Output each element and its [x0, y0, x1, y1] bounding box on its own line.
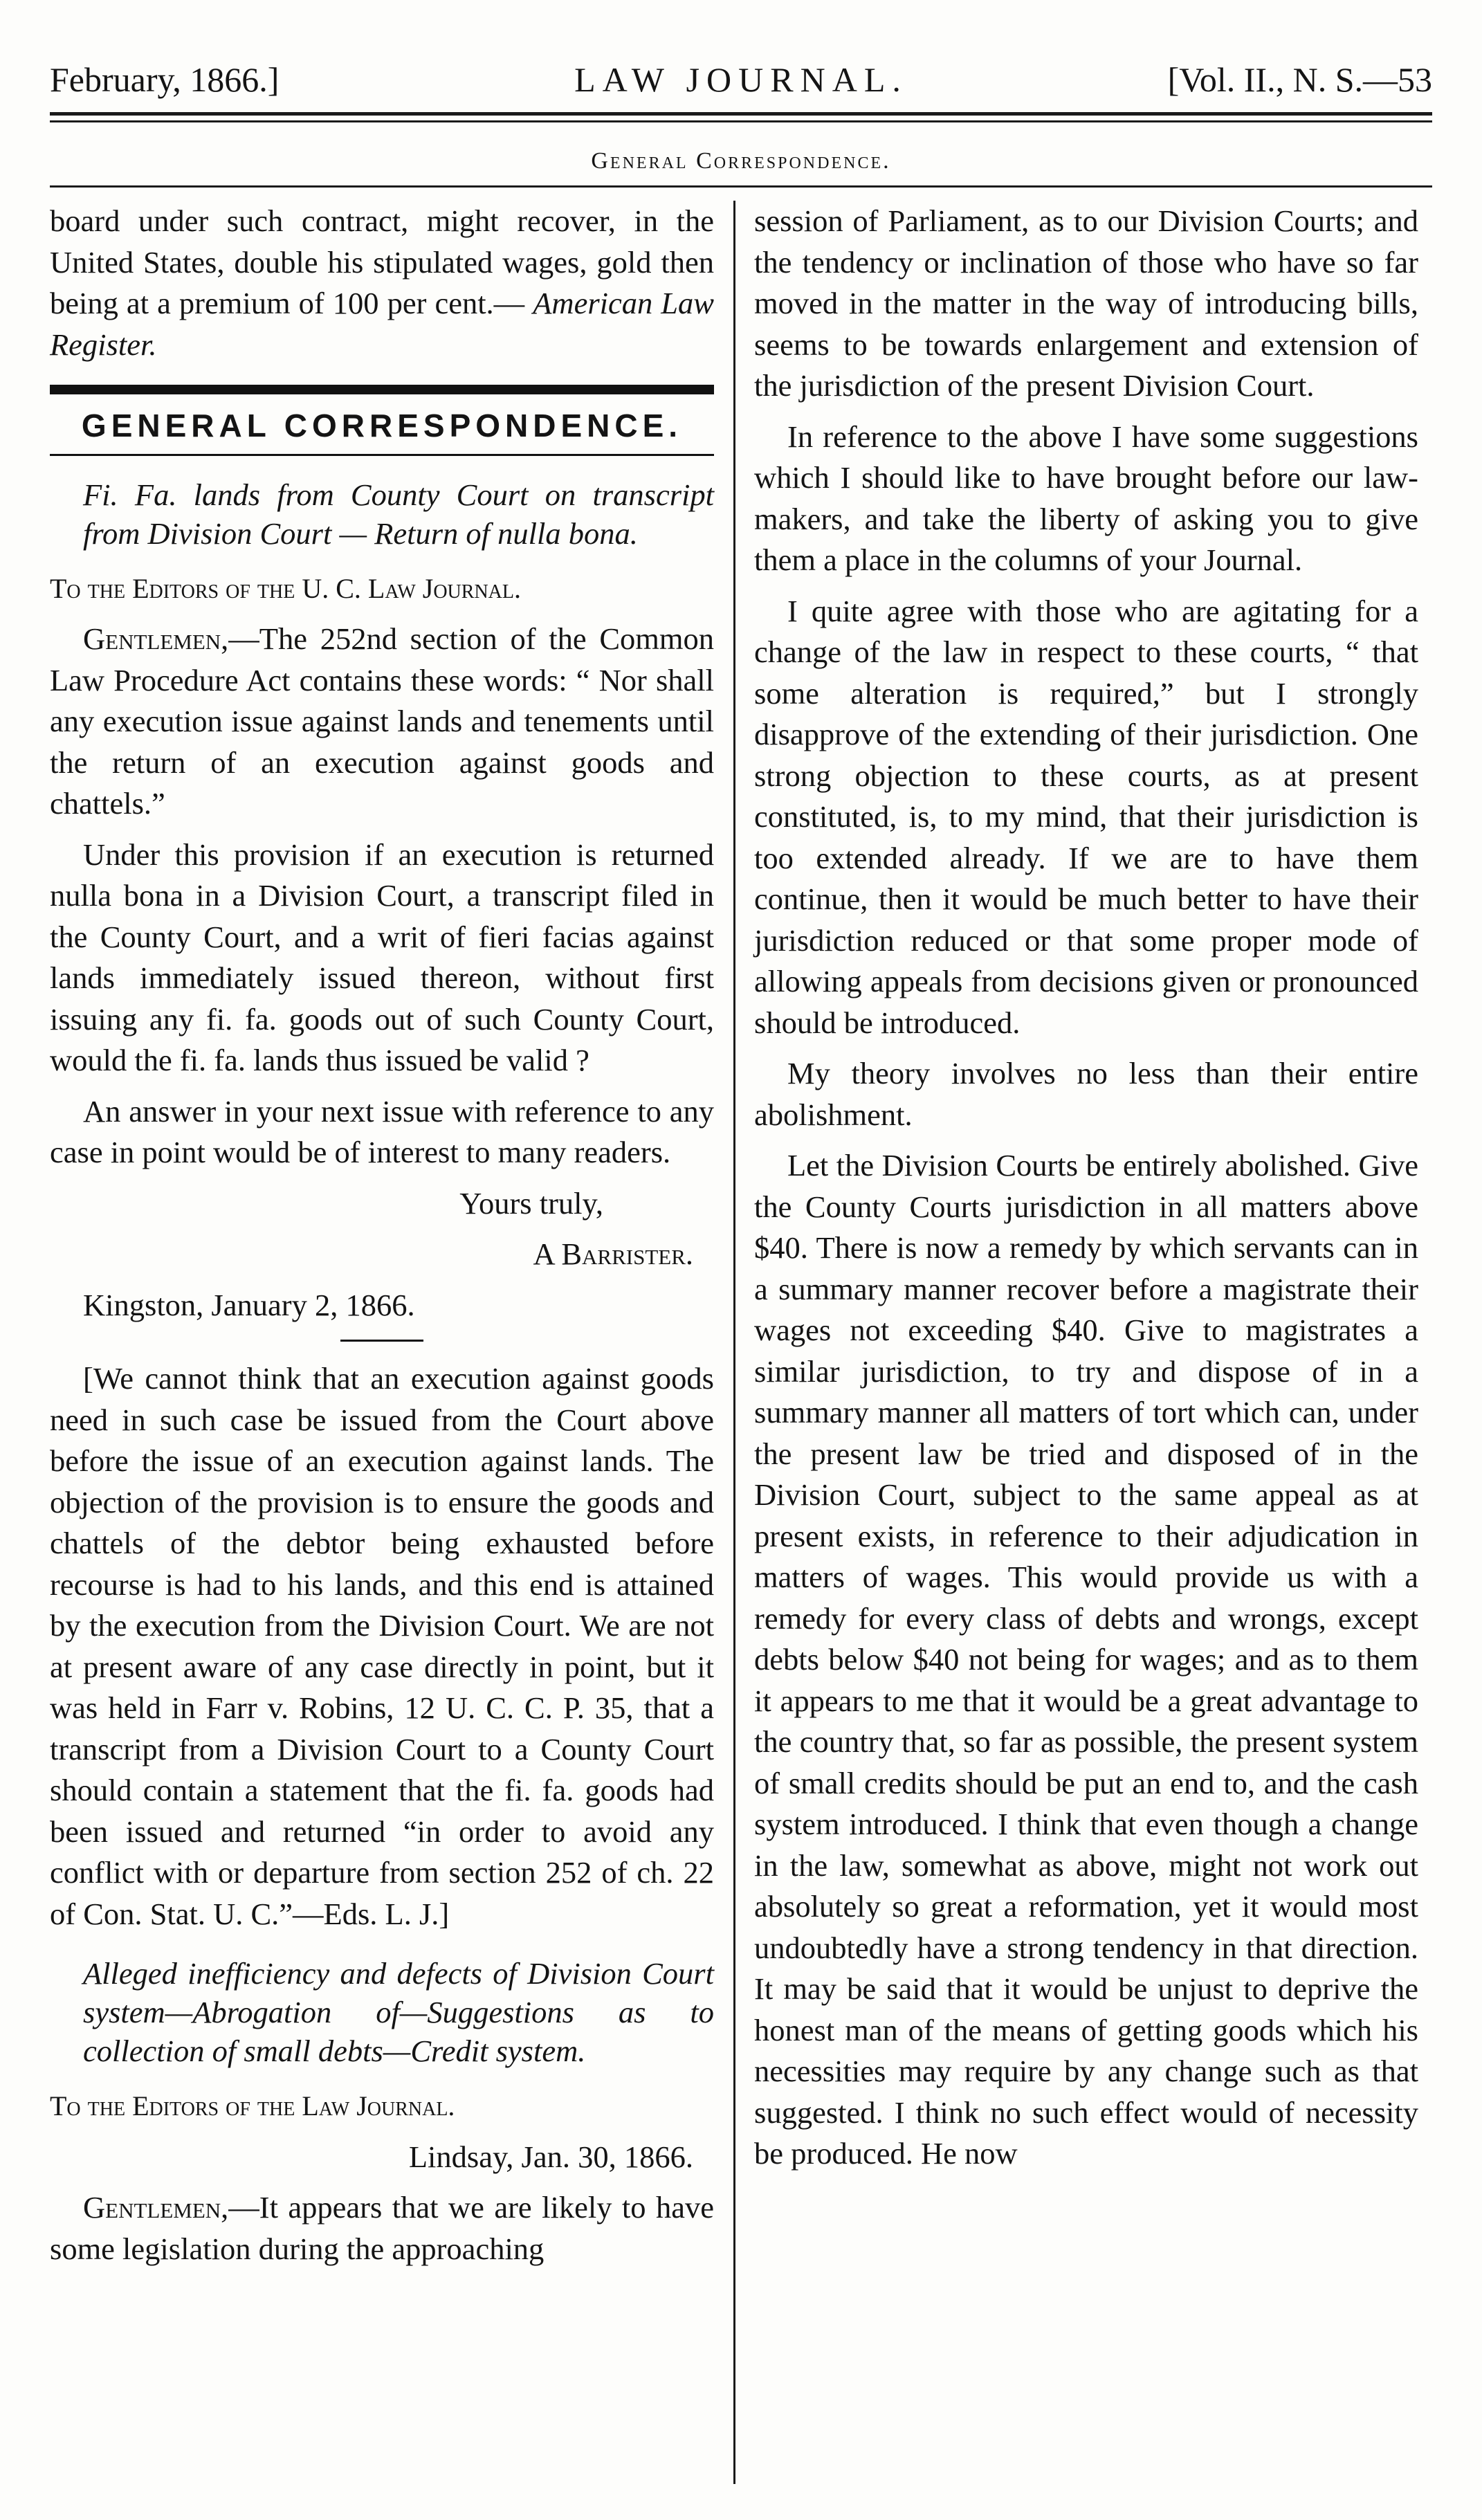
letter1-p1-body: —The 252nd section of the Common Law Procedure Act contains these words: “ Nor shall any execution issue against lands and tenements until the return of an execution against goods and chattels.” — [50, 621, 714, 821]
letter1-signature: A Barrister. — [533, 1236, 693, 1271]
letter2-greeting: Gentlemen, — [83, 2190, 229, 2225]
right-paragraph-5: Let the Division Courts be entirely abolished. Give the County Courts jurisdiction in all matters above $40. There is now a remedy by which servants can in a summary manner recover before a magistrate their wages not exceeding $40. Give to magistrates a similar jurisdiction, to try and dispose of in a summary manner all matters of tort which can, under the present law be tried and disposed of in the Division Court, subject to the same appeal as at present exists, in reference to their adjudication in matters of wages. This would provide us with a remedy for every class of debts and wrongs, except debts below $40 not being for wages; and as to them it appears to me that it would be a great advantage to the country that, so far as possible, the present system of small credits should be put an end to, and the cash system introduced. I think that even though a change in the law, somewhat as above, might not work out absolutely so great a reformation, yet it would most undoubtedly have a strong tendency in that direction. It may be said that it would be unjust to deprive the honest man of the means of getting goods which his necessities may require by any change such as that suggested. I think no such effect would of necessity be produced. He now — [754, 1148, 1418, 2171]
letter1-closing: Yours truly, — [459, 1185, 603, 1221]
right-column — [754, 201, 1418, 2184]
right-paragraph-2: In reference to the above I have some suggestions which I should like to have brought before our law-makers, and take the liberty of asking you to give them a place in the columns of your Journal. — [754, 419, 1418, 577]
letter1-salutation: To the Editors of the U. C. Law Journal. — [50, 572, 521, 604]
section-heavy-rule — [50, 385, 714, 394]
header-journal-title: LAW JOURNAL. — [574, 60, 908, 99]
header-rule-bottom — [50, 120, 1432, 122]
carryover-text — [50, 201, 714, 365]
section-rule — [50, 185, 1432, 188]
column-divider — [733, 201, 735, 2484]
left-column — [50, 201, 714, 2279]
letter1-paragraph-1 — [50, 619, 714, 825]
letter2-title: Alleged inefficiency and defects of Division Court system—Abrogation of—Suggestions as to collection of small debts—Credit system. — [83, 1956, 714, 2068]
letter2-place-date: Lindsay, Jan. 30, 1866. — [408, 2139, 693, 2174]
letter1-greeting: Gentlemen, — [83, 621, 229, 656]
header-rule-top — [50, 112, 1432, 116]
editor-note: [We cannot think that an execution against goods need in such case be issued from the Court above before the issue of an execution against lands. The objection of the provision is to ensure the goods and chattels of the debtor being exhausted before recourse is had to his lands, and this end is attained by the execution from the Division Court. We are not at present aware of any case directly in point, but it was held in Farr v. Robins, 12 U. C. C. P. 35, that a transcript from a Division Court to a County Court should contain a statement that the fi. fa. goods had been issued and returned “in order to avoid any conflict with or departure from section 252 of ch. 22 of Con. Stat. U. C.”—Eds. L. J.] — [50, 1361, 714, 1931]
letter1-title: Fi. Fa. lands from County Court on transcript from Division Court — Return of nulla bona. — [83, 477, 714, 551]
header-date: February, 1866.] — [50, 60, 280, 99]
section-running-head: General Correspondence. — [591, 148, 891, 174]
carryover-source: American Law Register. — [50, 286, 714, 362]
header-volume: [Vol. II., N. S.—53 — [1167, 60, 1432, 99]
letter1-paragraph-3: An answer in your next issue with reference to any case in point would be of interest to many readers. — [50, 1093, 714, 1169]
right-paragraph-1: session of Parliament, as to our Division Courts; and the tendency or inclination of those who have so far moved in the matter in the way of introducing bills, seems to be towards enlargement and extension of the jurisdiction of the present Division Court. — [754, 203, 1418, 403]
section-thin-rule — [50, 454, 714, 456]
carryover-body: board under such contract, might recover, in the United States, double his stipulated wages, gold then being at a premium of 100 per cent.— — [50, 203, 714, 320]
right-paragraph-4: My theory involves no less than their entire abolishment. — [754, 1056, 1418, 1132]
page-header — [50, 55, 1432, 104]
section-title: GENERAL CORRESPONDENCE. — [81, 408, 683, 444]
letter2-p1-body: —It appears that we are likely to have some legislation during the approaching — [50, 2190, 714, 2266]
letter1-paragraph-2: Under this provision if an execution is returned nulla bona in a Division Court, a transcript filed in the County Court, and a writ of fieri facias against lands immediately issued thereon, without first issuing any fi. fa. goods out of such County Court, would the fi. fa. lands thus issued be valid ? — [50, 837, 714, 1077]
right-paragraph-3: I quite agree with those who are agitating for a change of the law in respect to these courts, “ that some alteration is required,” but I strongly disapprove of the extending of their jurisdiction. One strong objection to these courts, as at present constituted, is, to my mind, that their jurisdiction is too extended already. If we are to have them continue, then it would be much better to have their jurisdiction reduced or that some proper mode of allowing appeals from decisions given or pronounced should be introduced. — [754, 593, 1418, 1040]
letter1-place-date: Kingston, January 2, 1866. — [83, 1287, 415, 1322]
letter2-salutation: To the Editors of the Law Journal. — [50, 2090, 455, 2121]
editor-note-separator — [340, 1340, 423, 1342]
letter2-paragraph-1 — [50, 2187, 714, 2270]
